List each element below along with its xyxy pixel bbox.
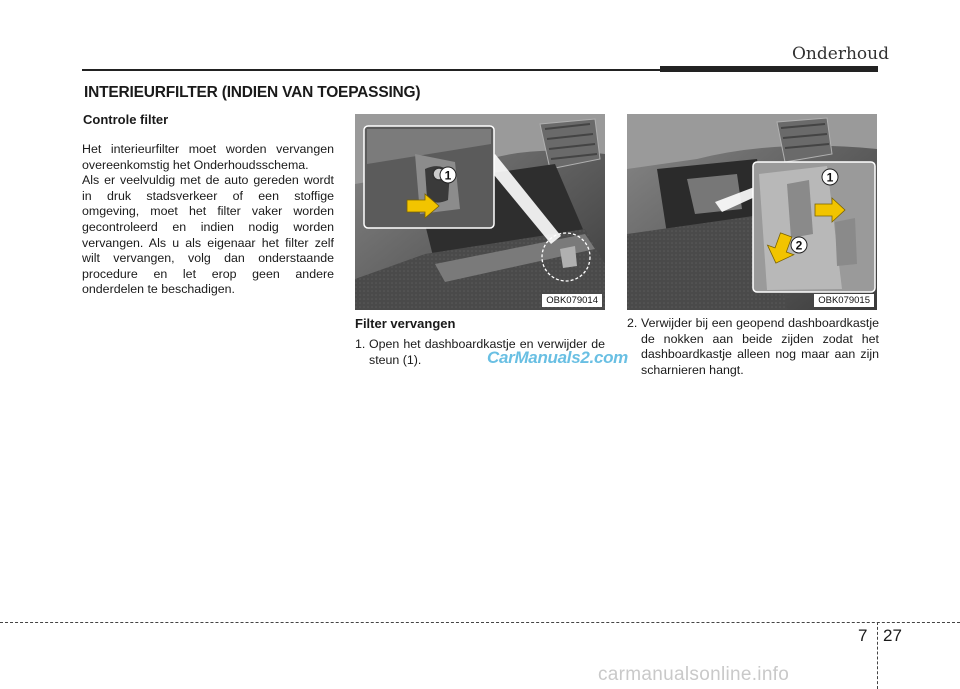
- step-2-number: 2.: [627, 316, 638, 330]
- footer-site-watermark: carmanualsonline.info: [598, 664, 790, 685]
- step-1-number: 1.: [355, 337, 366, 351]
- figure-1-code: OBK079014: [542, 294, 602, 307]
- control-paragraph-2: Als er veelvuldig met de auto gereden wordt in druk stadsverkeer of een stoffige omgeving, moet het filter vaker worden gecontroleerd en indien nodig worden vervangen. Als u als eigenaar het filter zelf wilt vervangen, volg dan onderstaande procedure en let erop geen andere onderdelen te beschadigen.: [82, 173, 334, 297]
- section-title: Onderhoud: [792, 44, 889, 64]
- control-filter-heading: Controle filter: [83, 112, 169, 127]
- footer-dashed-divider: [877, 622, 878, 689]
- figure-1-illustration: [355, 114, 605, 310]
- header-rule-thick: [660, 66, 878, 72]
- control-paragraph-1: Het interieurfilter moet worden vervangen overeenkomstig het Onderhoudsschema.: [82, 142, 334, 172]
- control-filter-text: [82, 142, 334, 298]
- figure-2-illustration: [627, 114, 877, 310]
- header-rule: [82, 69, 660, 71]
- chapter-number: 7: [858, 626, 868, 645]
- step-2: [627, 316, 879, 378]
- replace-filter-heading: Filter vervangen: [355, 316, 456, 331]
- figure-2-code: OBK079015: [814, 294, 874, 307]
- figure-glovebox-2: [627, 114, 877, 310]
- figure-1-callout-1: 1: [444, 168, 452, 183]
- figure-2-callout-1: 1: [826, 170, 834, 185]
- page-number: 27: [883, 626, 902, 645]
- step-2-text: Verwijder bij een geopend dashboardkastje de nokken aan beide zijden zodat het dashboardkastje alleen nog maar aan zijn scharnieren hangt.: [641, 316, 879, 377]
- step-1-text: Open het dashboardkastje en verwijder de steun (1).: [369, 337, 605, 367]
- footer-dashed-line: [0, 622, 960, 623]
- figure-2-callout-2: 2: [795, 238, 803, 253]
- figure-glovebox-1: [355, 114, 605, 310]
- page-title: INTERIEURFILTER (INDIEN VAN TOEPASSING): [84, 84, 421, 101]
- watermark-text: CarManuals2.com: [487, 348, 628, 367]
